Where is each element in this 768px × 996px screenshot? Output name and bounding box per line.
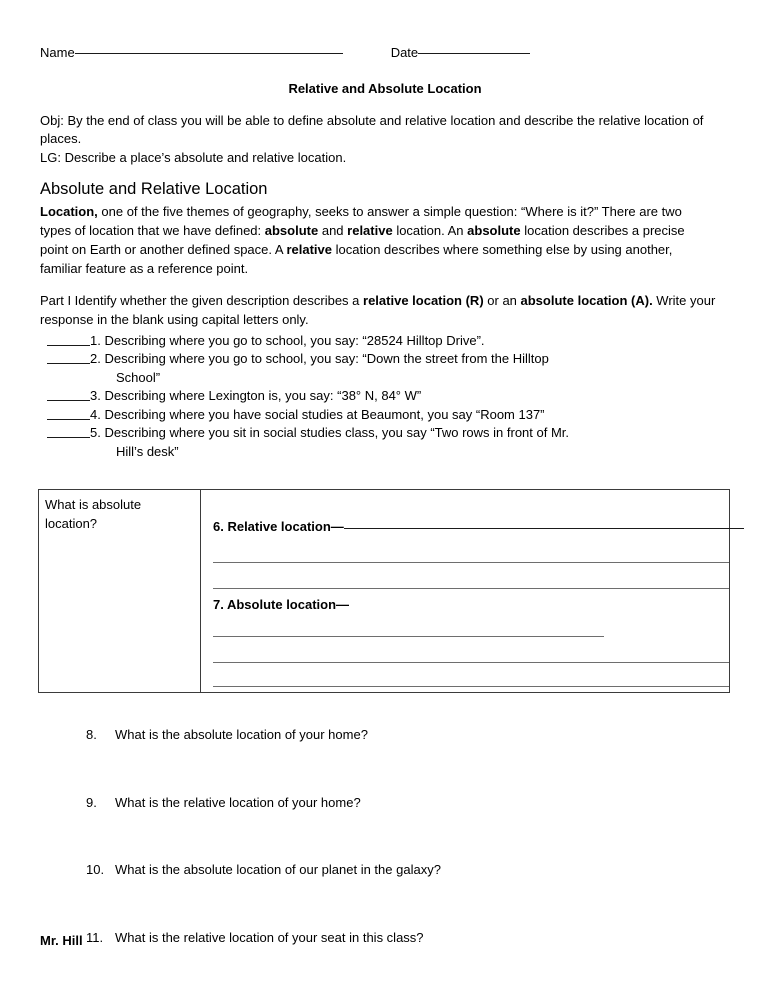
part-one-text-1: Part I Identify whether the given description describes a bbox=[40, 293, 364, 308]
part-one-instruction bbox=[40, 292, 716, 330]
question-number-9: 9. bbox=[86, 794, 97, 810]
name-blank-rule[interactable] bbox=[75, 44, 343, 54]
list-item bbox=[40, 350, 716, 387]
learning-goal-prefix: LG: bbox=[40, 149, 61, 165]
identify-items-list bbox=[40, 332, 716, 461]
name-date-row bbox=[40, 44, 730, 62]
part-one-term-relative: relative location (R) bbox=[363, 293, 484, 308]
definition-term-relative-1: relative bbox=[347, 222, 393, 238]
list-item bbox=[40, 424, 716, 461]
definition-term-location: Location, bbox=[40, 204, 98, 219]
definition-text-1: one of the five themes of geography, seeks to answer a simple question: “Where is it?” There are two types of location that we have defined: bbox=[40, 204, 682, 238]
list-item bbox=[40, 387, 716, 405]
definition-text-2: and bbox=[318, 222, 348, 238]
answer-blank-3[interactable] bbox=[47, 387, 90, 401]
question-number-10: 10. bbox=[86, 862, 105, 878]
definition-term-absolute-2: absolute bbox=[467, 222, 521, 238]
part-one-text-2: or an bbox=[483, 293, 521, 308]
answer-blank-1[interactable] bbox=[47, 332, 90, 346]
question-text-9: What is the relative location of your home? bbox=[115, 794, 361, 810]
objective-prefix: Obj: bbox=[40, 113, 64, 128]
question-text-8: What is the absolute location of your home? bbox=[115, 727, 368, 742]
item-continuation-5: Hill’s desk” bbox=[116, 443, 179, 459]
relative-location-entry bbox=[213, 517, 744, 536]
item-continuation-2: School” bbox=[116, 369, 161, 385]
definition-text-4: location describes a precise point on Earth or another defined space. A bbox=[40, 222, 685, 257]
item-text-2: Describing where you go to school, you say: “Down the street from the Hilltop bbox=[100, 351, 549, 367]
table-cell-prompt: What is absolute location? bbox=[39, 490, 201, 692]
question-item bbox=[86, 929, 726, 947]
page-title: Relative and Absolute Location bbox=[288, 81, 482, 96]
definition-text-5: location describes where something else by using another, familiar feature as a reference point. bbox=[40, 241, 673, 276]
name-label: Name bbox=[40, 45, 75, 60]
part-one-term-absolute: absolute location (A). bbox=[520, 293, 653, 308]
objective-text: By the end of class you will be able to define absolute and relative location and describe the relative location of places. bbox=[40, 113, 704, 147]
item-text-4: Describing where you have social studies at Beaumont, you say “Room 137” bbox=[100, 406, 545, 422]
definition-term-relative-2: relative bbox=[286, 241, 333, 257]
question-text-11: What is the relative location of your seat in this class? bbox=[115, 929, 424, 945]
absolute-writing-rule-2[interactable] bbox=[213, 662, 729, 663]
answer-blank-5[interactable] bbox=[47, 424, 90, 438]
item-number-4: 4. bbox=[90, 406, 101, 422]
part-one-text-3: Write your response in the blank using capital letters only. bbox=[40, 293, 716, 327]
item-number-3: 3. bbox=[90, 388, 101, 404]
answer-table bbox=[38, 489, 730, 693]
absolute-writing-rule-3[interactable] bbox=[213, 686, 729, 687]
learning-goal-text: Describe a place’s absolute and relative location. bbox=[64, 149, 347, 165]
question-item bbox=[86, 861, 726, 879]
list-item bbox=[40, 332, 716, 350]
question-item bbox=[86, 726, 726, 744]
item-text-3: Describing where Lexington is, you say: “38° N, 84° W” bbox=[100, 388, 422, 404]
answer-blank-4[interactable] bbox=[47, 406, 90, 420]
definition-paragraph bbox=[40, 203, 716, 278]
definition-term-absolute-1: absolute bbox=[264, 222, 319, 238]
item-number-2: 2. bbox=[90, 351, 101, 367]
open-response-questions bbox=[86, 726, 726, 996]
definition-text-3: location. An bbox=[392, 222, 468, 238]
item-text-5: Describing where you sit in social studies class, you say “Two rows in front of Mr. bbox=[100, 425, 570, 441]
absolute-location-entry bbox=[213, 596, 349, 614]
answer-blank-2[interactable] bbox=[47, 350, 90, 364]
table-cell-answers bbox=[201, 490, 729, 692]
relative-writing-rule-1[interactable] bbox=[213, 562, 729, 563]
item-number-1: 1. bbox=[90, 333, 101, 348]
objective-block bbox=[40, 112, 712, 167]
question-item bbox=[86, 794, 726, 812]
question-number-8: 8. bbox=[86, 727, 97, 742]
section-heading: Absolute and Relative Location bbox=[40, 180, 268, 198]
relative-location-inline-rule[interactable] bbox=[344, 517, 744, 529]
item-text-1: Describing where you go to school, you say: “28524 Hilltop Drive”. bbox=[100, 333, 485, 348]
item-number-5: 5. bbox=[90, 425, 101, 441]
question-text-10: What is the absolute location of our planet in the galaxy? bbox=[115, 862, 441, 878]
date-label: Date bbox=[390, 45, 419, 60]
absolute-location-label: 7. Absolute location— bbox=[213, 597, 350, 612]
question-number-11: 11. bbox=[86, 929, 104, 945]
footer-teacher-name: Mr. Hill bbox=[40, 933, 83, 948]
date-blank-rule[interactable] bbox=[418, 44, 530, 54]
absolute-writing-rule-1[interactable] bbox=[213, 636, 604, 637]
relative-location-label: 6. Relative location— bbox=[213, 519, 344, 534]
relative-writing-rule-2[interactable] bbox=[213, 588, 729, 589]
list-item bbox=[40, 406, 716, 424]
